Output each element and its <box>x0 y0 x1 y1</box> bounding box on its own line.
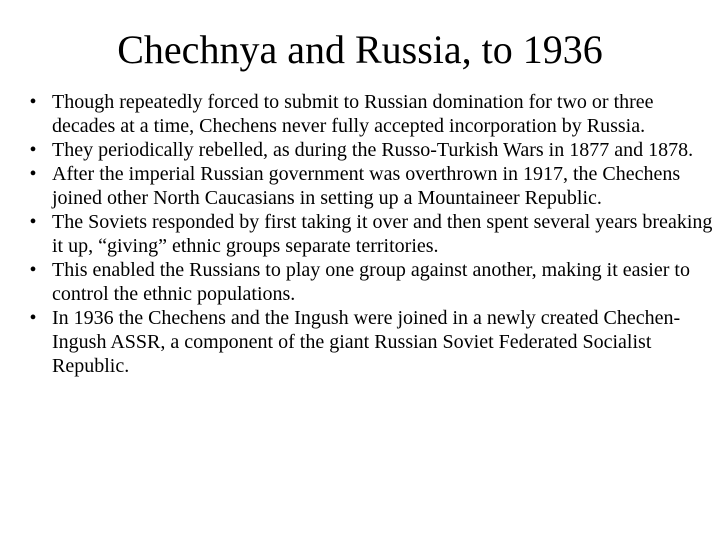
bullet-item-5 <box>22 258 718 306</box>
bullet-text: The Soviets responded by first taking it over and then spent several years breaking it up, “giving” ethnic groups separate territories. <box>52 211 713 257</box>
bullet-marker: • <box>29 163 37 185</box>
bullet-marker: • <box>29 211 37 233</box>
bullet-marker: • <box>29 91 37 113</box>
bullet-text: This enabled the Russians to play one group against another, making it easier to control the ethnic populations. <box>52 259 690 305</box>
bullet-marker: • <box>29 259 37 281</box>
bullet-text: After the imperial Russian government was overthrown in 1917, the Chechens joined other North Caucasians in setting up a Mountaineer Republic. <box>52 163 681 209</box>
bullet-text: In 1936 the Chechens and the Ingush were joined in a newly created Chechen-Ingush ASSR, a component of the giant Russian Soviet Federated Socialist Republic. <box>52 307 681 377</box>
bullet-item-6 <box>22 306 718 378</box>
bullet-item-2 <box>22 138 718 162</box>
bullet-marker: • <box>29 307 37 329</box>
slide-title: Chechnya and Russia, to 1936 <box>117 27 603 72</box>
bullet-text: They periodically rebelled, as during the Russo-Turkish Wars in 1877 and 1878. <box>52 139 694 161</box>
bullet-item-4 <box>22 210 718 258</box>
bullet-text: Though repeatedly forced to submit to Russian domination for two or three decades at a time, Chechens never fully accepted incorporation by Russia. <box>52 91 654 137</box>
bullet-list <box>22 90 718 378</box>
bullet-item-3 <box>22 162 718 210</box>
bullet-marker: • <box>29 139 37 161</box>
bullet-item-1 <box>22 90 718 138</box>
